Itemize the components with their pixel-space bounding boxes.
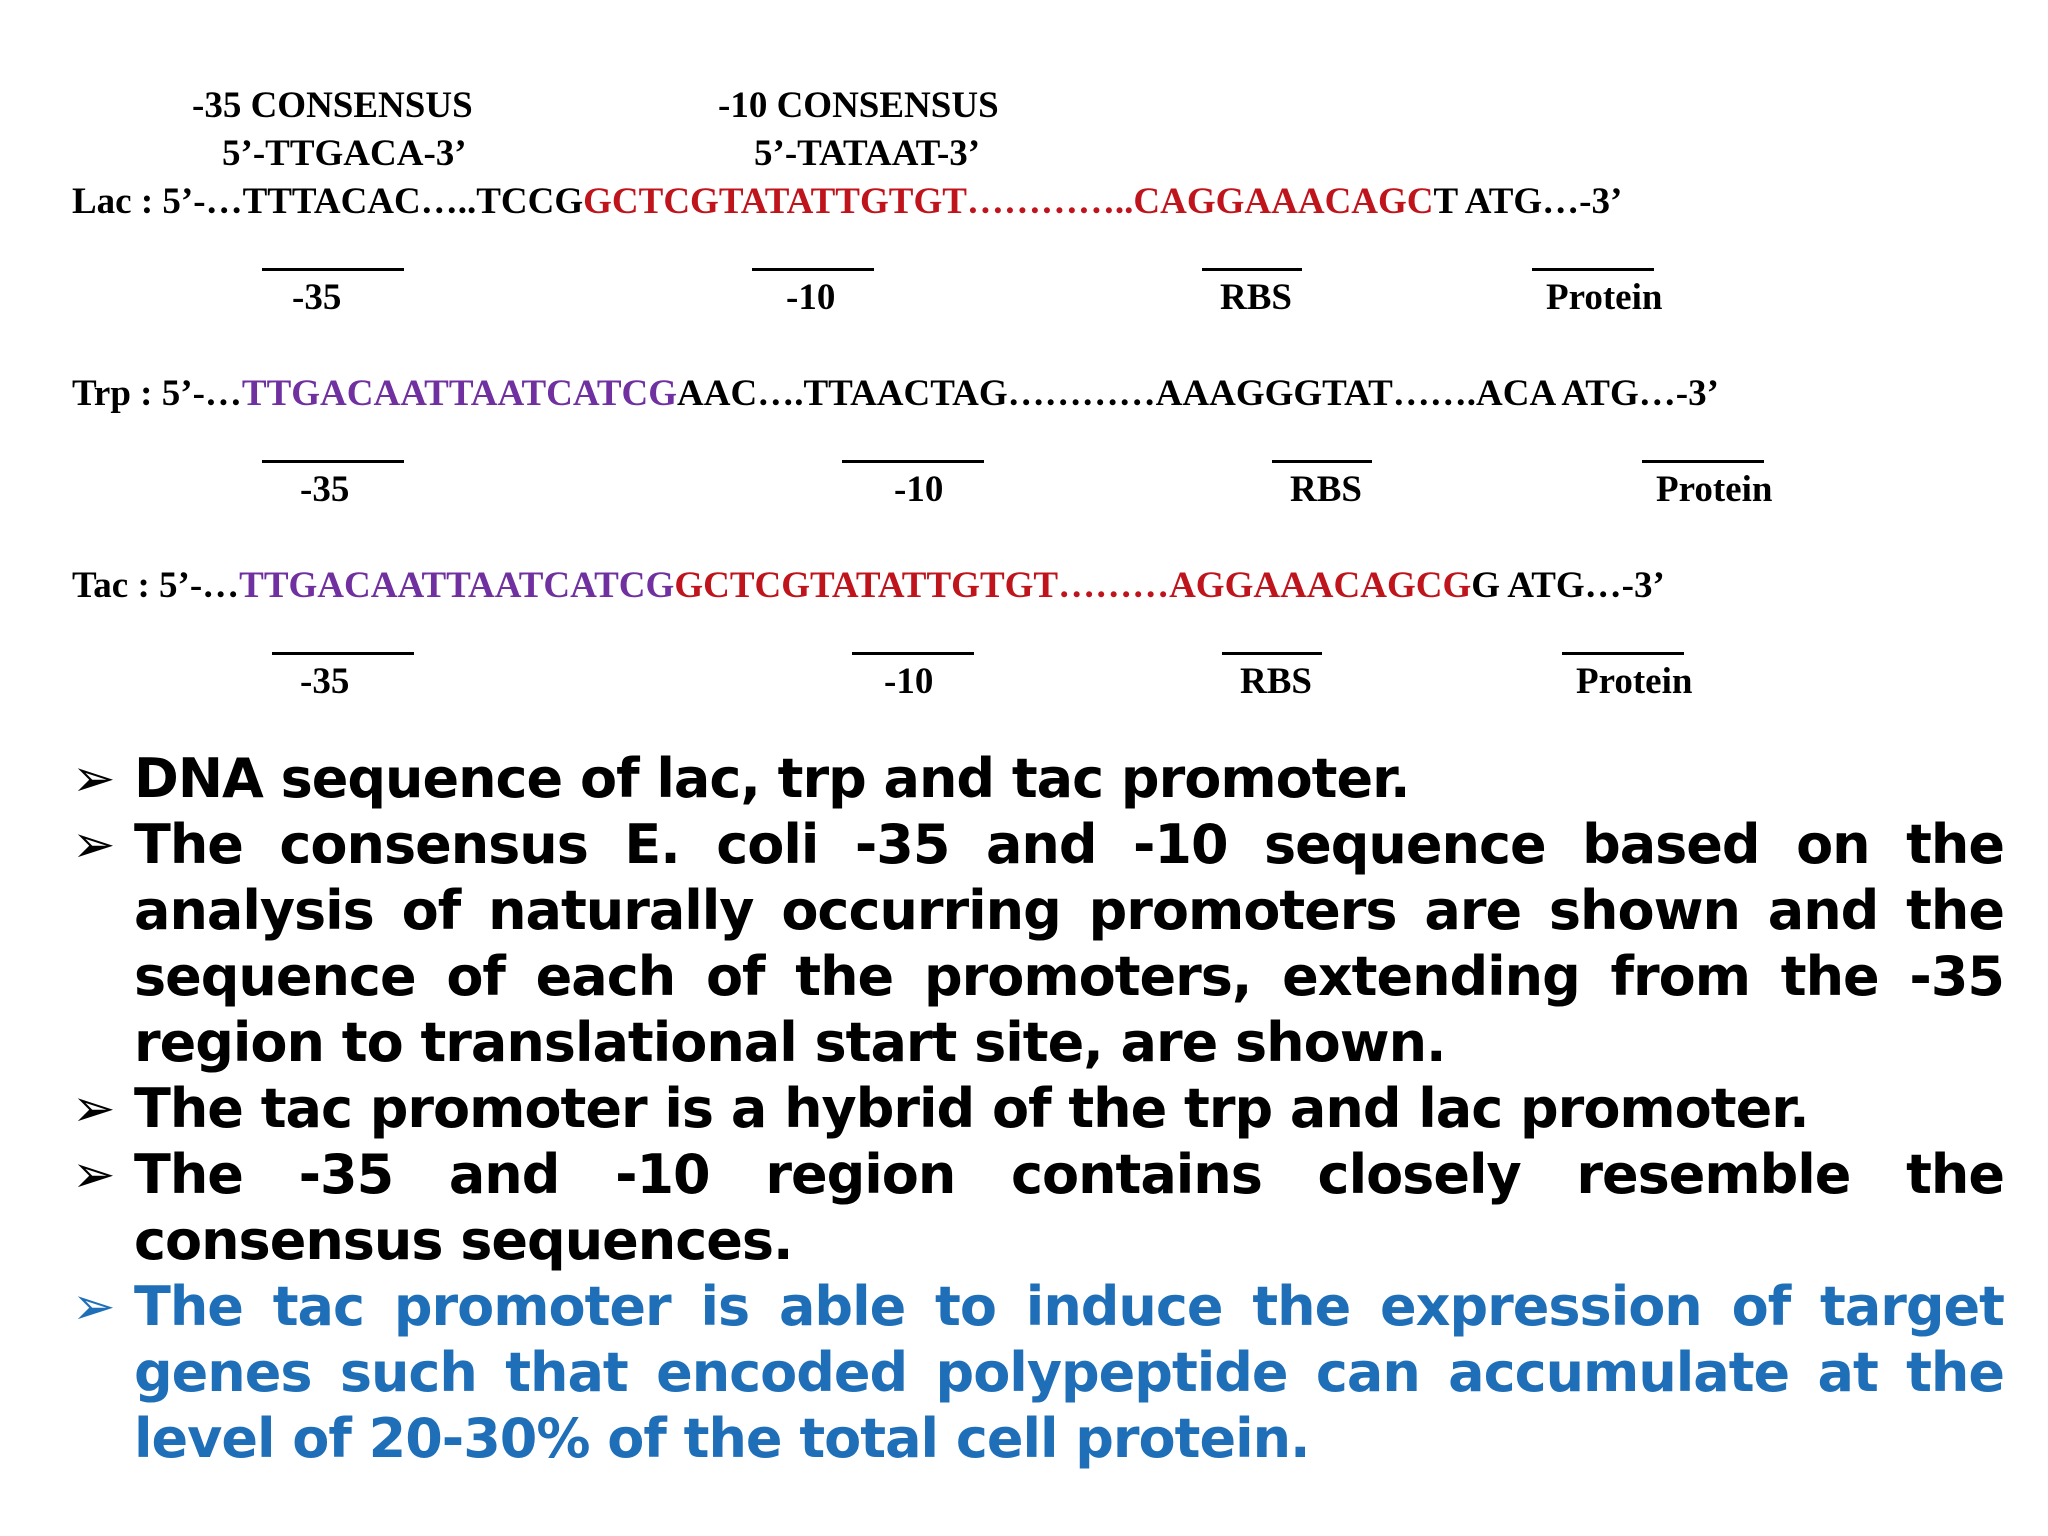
trp-label-protein: Protein: [1656, 469, 1773, 510]
trp-protein-underline: [1642, 460, 1764, 463]
bullet-list: [72, 746, 2004, 1472]
trp-sequence: [72, 372, 1719, 415]
tac-label-rbs: RBS: [1240, 661, 1312, 702]
tac-label-protein: Protein: [1576, 661, 1693, 702]
tac-sequence: [72, 564, 1665, 607]
bullet-text: The tac promoter is able to induce the expression of target genes such that encoded polypeptide can accumulate at the level of 20-30% of the total cell protein.: [134, 1275, 2004, 1470]
bullet-item: [72, 1076, 2004, 1142]
bullet-arrow-icon: ➢: [72, 1277, 115, 1337]
lac-label-rbs: RBS: [1220, 277, 1292, 318]
bullet-arrow-icon: ➢: [72, 815, 115, 875]
bullet-arrow-icon: ➢: [72, 1079, 115, 1139]
bullet-text: The consensus E. coli -35 and -10 sequence based on the analysis of naturally occurring promoters are shown and the sequence of each of the promoters, extending from the -35 region to translational start site, are shown.: [134, 813, 2004, 1074]
tac-label-10: -10: [884, 661, 934, 702]
tac-sequence-suffix: G ATG…-3’: [1471, 565, 1665, 606]
bullet-text: The tac promoter is a hybrid of the trp and lac promoter.: [134, 1077, 1809, 1140]
lac-sequence-highlight: GCTCGTATATTGTGT…………..CAGGAAACAGC: [583, 181, 1434, 222]
tac-sequence-highlight-trp: TTGACAATTAATCATCG: [239, 565, 675, 606]
lac-label-protein: Protein: [1546, 277, 1663, 318]
lac-label-10: -10: [786, 277, 836, 318]
consensus-35-title: -35 CONSENSUS: [192, 85, 473, 126]
bullet-arrow-icon: ➢: [72, 1145, 115, 1205]
bullet-item: [72, 1142, 2004, 1274]
trp-35-underline: [262, 460, 404, 463]
trp-label-rbs: RBS: [1290, 469, 1362, 510]
bullet-item: [72, 812, 2004, 1076]
tac-sequence-prefix: Tac : 5’-…: [72, 565, 240, 606]
tac-10-underline: [852, 652, 974, 655]
lac-sequence: [72, 180, 1622, 223]
lac-rbs-underline: [1202, 268, 1302, 271]
tac-label-35: -35: [300, 661, 350, 702]
consensus-10-sequence: 5’-TATAAT-3’: [754, 133, 981, 174]
tac-35-underline: [272, 652, 414, 655]
tac-protein-underline: [1562, 652, 1684, 655]
bullet-text: The -35 and -10 region contains closely resemble the consensus sequences.: [134, 1143, 2004, 1272]
trp-label-35: -35: [300, 469, 350, 510]
tac-rbs-underline: [1222, 652, 1322, 655]
lac-protein-underline: [1532, 268, 1654, 271]
trp-label-10: -10: [894, 469, 944, 510]
trp-sequence-highlight: TTGACAATTAATCATCG: [241, 373, 678, 414]
trp-sequence-prefix: Trp : 5’-…: [72, 373, 242, 414]
consensus-35-sequence: 5’-TTGACA-3’: [222, 133, 467, 174]
bullet-arrow-icon: ➢: [72, 749, 115, 809]
bullet-item-highlighted: [72, 1274, 2004, 1472]
lac-label-35: -35: [292, 277, 342, 318]
consensus-10-title: -10 CONSENSUS: [718, 85, 999, 126]
lac-sequence-suffix: T ATG…-3’: [1433, 181, 1623, 222]
lac-sequence-prefix: Lac : 5’-…TTTACAC…..TCCG: [72, 181, 584, 222]
bullet-text: DNA sequence of lac, trp and tac promoter.: [134, 747, 1410, 810]
trp-10-underline: [842, 460, 984, 463]
lac-10-underline: [752, 268, 874, 271]
trp-rbs-underline: [1272, 460, 1372, 463]
trp-sequence-suffix: AAC….TTAACTAG…………AAAGGGTAT…….ACA ATG…-3’: [677, 373, 1719, 414]
lac-35-underline: [262, 268, 404, 271]
bullet-item: [72, 746, 2004, 812]
tac-sequence-highlight-lac: GCTCGTATATTGTGT………AGGAAACAGCG: [674, 565, 1472, 606]
